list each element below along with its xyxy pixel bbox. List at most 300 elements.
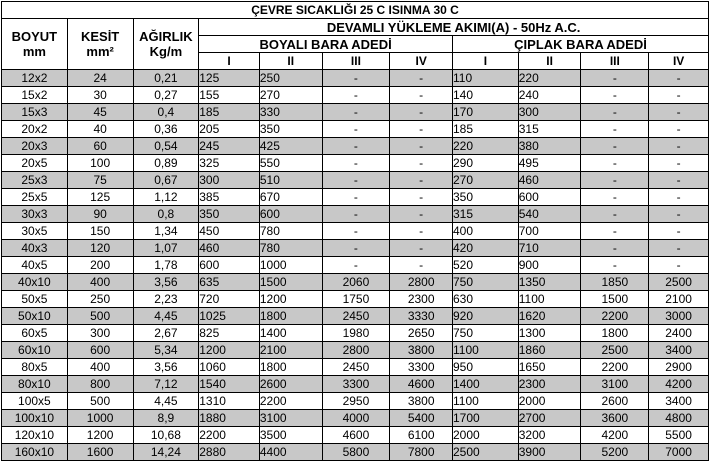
cell-painted-iii: 2950 <box>322 393 390 410</box>
cell-bare-iii: 4200 <box>581 427 649 444</box>
cell-bare-iii: - <box>581 121 649 138</box>
cell-painted-i: 720 <box>199 291 260 308</box>
cell-bare-iii: - <box>581 206 649 223</box>
table-row <box>2 308 709 325</box>
table-row <box>2 189 709 206</box>
cell-bare-iv: - <box>649 121 709 138</box>
cell-kesit: 120 <box>67 240 133 257</box>
cell-painted-iii: - <box>322 70 390 87</box>
header-boyut-label: BOYUT <box>11 29 58 44</box>
header-bare-ii: II <box>518 53 581 70</box>
cell-agirlik: 8,9 <box>133 410 199 427</box>
cell-kesit: 1200 <box>67 427 133 444</box>
cell-painted-i: 1540 <box>199 376 260 393</box>
cell-painted-i: 1880 <box>199 410 260 427</box>
table-row <box>2 325 709 342</box>
page <box>1 1 709 466</box>
cell-bare-iv: - <box>649 257 709 274</box>
cell-boyut: 80x5 <box>2 359 68 376</box>
cell-bare-iv: - <box>649 240 709 257</box>
cell-painted-iii: - <box>322 104 390 121</box>
cell-painted-iv: - <box>390 87 453 104</box>
cell-bare-iv: - <box>649 206 709 223</box>
cell-bare-ii: 2300 <box>518 376 581 393</box>
cell-bare-iii: 2200 <box>581 359 649 376</box>
cell-bare-iii: 1850 <box>581 274 649 291</box>
cell-painted-iii: 3300 <box>322 376 390 393</box>
cell-bare-i: 520 <box>453 257 519 274</box>
header-painted-i: I <box>199 53 260 70</box>
table-row <box>2 172 709 189</box>
cell-painted-iv: 2650 <box>390 325 453 342</box>
cell-agirlik: 4,45 <box>133 308 199 325</box>
cell-bare-i: 1700 <box>453 410 519 427</box>
cell-kesit: 400 <box>67 274 133 291</box>
cell-bare-ii: 240 <box>518 87 581 104</box>
cell-bare-iii: 3600 <box>581 410 649 427</box>
cell-painted-i: 245 <box>199 138 260 155</box>
cell-kesit: 500 <box>67 393 133 410</box>
cell-bare-i: 920 <box>453 308 519 325</box>
table-row <box>2 104 709 121</box>
cell-bare-ii: 1100 <box>518 291 581 308</box>
cell-bare-iii: 2200 <box>581 308 649 325</box>
cell-agirlik: 0,21 <box>133 70 199 87</box>
cell-painted-ii: 780 <box>259 223 322 240</box>
cell-boyut: 100x10 <box>2 410 68 427</box>
cell-kesit: 250 <box>67 291 133 308</box>
header-bare-i: I <box>453 53 519 70</box>
cell-painted-iv: - <box>390 155 453 172</box>
cell-bare-ii: 315 <box>518 121 581 138</box>
cell-bare-ii: 1620 <box>518 308 581 325</box>
cell-kesit: 800 <box>67 376 133 393</box>
cell-painted-i: 2880 <box>199 444 260 461</box>
cell-bare-ii: 1650 <box>518 359 581 376</box>
cell-bare-iii: - <box>581 223 649 240</box>
cell-bare-i: 1100 <box>453 342 519 359</box>
cell-kesit: 90 <box>67 206 133 223</box>
cell-boyut: 40x3 <box>2 240 68 257</box>
cell-bare-ii: 700 <box>518 223 581 240</box>
cell-kesit: 60 <box>67 138 133 155</box>
table-row <box>2 70 709 87</box>
cell-painted-ii: 550 <box>259 155 322 172</box>
cell-bare-i: 2500 <box>453 444 519 461</box>
cell-bare-iii: - <box>581 189 649 206</box>
cell-boyut: 20x2 <box>2 121 68 138</box>
cell-painted-i: 205 <box>199 121 260 138</box>
cell-painted-iii: 2450 <box>322 308 390 325</box>
cell-bare-iv: 3400 <box>649 342 709 359</box>
cell-painted-ii: 270 <box>259 87 322 104</box>
cell-boyut: 40x5 <box>2 257 68 274</box>
cell-bare-iv: 3400 <box>649 393 709 410</box>
cell-painted-i: 600 <box>199 257 260 274</box>
table-row <box>2 427 709 444</box>
cell-bare-iii: - <box>581 87 649 104</box>
header-agirlik-unit: Kg/m <box>149 44 183 59</box>
cell-painted-ii: 250 <box>259 70 322 87</box>
table-row <box>2 223 709 240</box>
header-painted-iii: III <box>322 53 390 70</box>
cell-painted-ii: 2100 <box>259 342 322 359</box>
cell-painted-iv: - <box>390 257 453 274</box>
cell-bare-ii: 460 <box>518 172 581 189</box>
cell-agirlik: 0,4 <box>133 104 199 121</box>
cell-kesit: 150 <box>67 223 133 240</box>
cell-painted-iii: - <box>322 206 390 223</box>
cell-bare-iii: 2500 <box>581 342 649 359</box>
cell-boyut: 30x3 <box>2 206 68 223</box>
header-kesit-label: KESİT <box>80 29 120 44</box>
cell-painted-ii: 670 <box>259 189 322 206</box>
table-row <box>2 444 709 461</box>
cell-agirlik: 1,78 <box>133 257 199 274</box>
cell-bare-iii: - <box>581 257 649 274</box>
cell-kesit: 40 <box>67 121 133 138</box>
cell-bare-i: 350 <box>453 189 519 206</box>
cell-bare-iii: - <box>581 155 649 172</box>
table-body <box>2 70 709 461</box>
cell-painted-iii: 1980 <box>322 325 390 342</box>
cell-painted-iv: - <box>390 121 453 138</box>
cell-bare-i: 400 <box>453 223 519 240</box>
header-agirlik-label: AĞIRLIK <box>139 29 193 44</box>
cell-bare-iv: 4200 <box>649 376 709 393</box>
cell-agirlik: 1,34 <box>133 223 199 240</box>
cell-bare-iv: 2900 <box>649 359 709 376</box>
table-row <box>2 410 709 427</box>
cell-bare-iv: 2100 <box>649 291 709 308</box>
cell-boyut: 100x5 <box>2 393 68 410</box>
table-row <box>2 240 709 257</box>
cell-bare-i: 270 <box>453 172 519 189</box>
cell-agirlik: 3,56 <box>133 274 199 291</box>
header-boyut-unit: mm <box>22 44 46 59</box>
cell-painted-i: 2200 <box>199 427 260 444</box>
cell-bare-ii: 3900 <box>518 444 581 461</box>
cell-kesit: 200 <box>67 257 133 274</box>
table-row <box>2 274 709 291</box>
cell-painted-ii: 600 <box>259 206 322 223</box>
cell-painted-ii: 2200 <box>259 393 322 410</box>
cell-painted-ii: 425 <box>259 138 322 155</box>
cell-agirlik: 0,54 <box>133 138 199 155</box>
cell-painted-i: 1025 <box>199 308 260 325</box>
cell-painted-i: 825 <box>199 325 260 342</box>
cell-boyut: 60x10 <box>2 342 68 359</box>
cell-painted-i: 155 <box>199 87 260 104</box>
cell-painted-iv: - <box>390 104 453 121</box>
table-row <box>2 342 709 359</box>
cell-boyut: 15x3 <box>2 104 68 121</box>
cell-painted-i: 1200 <box>199 342 260 359</box>
cell-painted-i: 125 <box>199 70 260 87</box>
cell-boyut: 25x3 <box>2 172 68 189</box>
cell-bare-iv: 3000 <box>649 308 709 325</box>
cell-agirlik: 0,67 <box>133 172 199 189</box>
cell-painted-iv: 5400 <box>390 410 453 427</box>
cell-painted-ii: 1000 <box>259 257 322 274</box>
cell-bare-iii: 3100 <box>581 376 649 393</box>
cell-painted-ii: 1500 <box>259 274 322 291</box>
header-painted-ii: II <box>259 53 322 70</box>
table-row <box>2 87 709 104</box>
cell-painted-iv: 3800 <box>390 393 453 410</box>
cell-agirlik: 4,45 <box>133 393 199 410</box>
cell-painted-iii: - <box>322 189 390 206</box>
cell-painted-ii: 780 <box>259 240 322 257</box>
cell-painted-i: 350 <box>199 206 260 223</box>
cell-bare-ii: 1860 <box>518 342 581 359</box>
cell-boyut: 80x10 <box>2 376 68 393</box>
cell-painted-iv: - <box>390 70 453 87</box>
cell-bare-ii: 2700 <box>518 410 581 427</box>
cell-bare-iv: - <box>649 70 709 87</box>
cell-boyut: 12x2 <box>2 70 68 87</box>
ampacity-table <box>1 1 709 461</box>
cell-kesit: 500 <box>67 308 133 325</box>
cell-kesit: 100 <box>67 155 133 172</box>
cell-painted-i: 460 <box>199 240 260 257</box>
cell-kesit: 300 <box>67 325 133 342</box>
cell-bare-iii: 1500 <box>581 291 649 308</box>
cell-bare-i: 140 <box>453 87 519 104</box>
cell-bare-i: 170 <box>453 104 519 121</box>
cell-bare-ii: 220 <box>518 70 581 87</box>
table-row <box>2 257 709 274</box>
cell-agirlik: 3,56 <box>133 359 199 376</box>
cell-painted-iii: 1750 <box>322 291 390 308</box>
cell-bare-ii: 1300 <box>518 325 581 342</box>
table-row <box>2 376 709 393</box>
cell-painted-ii: 510 <box>259 172 322 189</box>
cell-kesit: 45 <box>67 104 133 121</box>
cell-bare-ii: 300 <box>518 104 581 121</box>
header-kesit <box>67 19 133 70</box>
cell-painted-iii: - <box>322 155 390 172</box>
cell-painted-ii: 1800 <box>259 308 322 325</box>
table-row <box>2 359 709 376</box>
cell-painted-i: 1060 <box>199 359 260 376</box>
cell-painted-i: 300 <box>199 172 260 189</box>
cell-bare-ii: 710 <box>518 240 581 257</box>
cell-painted-iv: 4600 <box>390 376 453 393</box>
cell-agirlik: 0,89 <box>133 155 199 172</box>
table-row <box>2 393 709 410</box>
cell-kesit: 1600 <box>67 444 133 461</box>
cell-painted-iv: - <box>390 223 453 240</box>
cell-painted-iii: 5800 <box>322 444 390 461</box>
cell-painted-ii: 3100 <box>259 410 322 427</box>
cell-kesit: 125 <box>67 189 133 206</box>
cell-painted-iii: 4000 <box>322 410 390 427</box>
cell-agirlik: 2,23 <box>133 291 199 308</box>
cell-bare-ii: 380 <box>518 138 581 155</box>
cell-bare-ii: 2000 <box>518 393 581 410</box>
cell-agirlik: 0,36 <box>133 121 199 138</box>
cell-agirlik: 7,12 <box>133 376 199 393</box>
cell-bare-i: 1400 <box>453 376 519 393</box>
cell-painted-i: 385 <box>199 189 260 206</box>
header-bare-iv: IV <box>649 53 709 70</box>
cell-agirlik: 5,34 <box>133 342 199 359</box>
cell-painted-ii: 350 <box>259 121 322 138</box>
header-bare-iii: III <box>581 53 649 70</box>
cell-bare-i: 420 <box>453 240 519 257</box>
cell-bare-iii: - <box>581 104 649 121</box>
cell-agirlik: 0,27 <box>133 87 199 104</box>
cell-bare-iv: 7000 <box>649 444 709 461</box>
cell-painted-ii: 3500 <box>259 427 322 444</box>
cell-bare-iv: - <box>649 87 709 104</box>
cell-painted-iii: - <box>322 121 390 138</box>
cell-painted-iv: 2800 <box>390 274 453 291</box>
header-agirlik <box>133 19 199 70</box>
cell-painted-i: 325 <box>199 155 260 172</box>
cell-painted-i: 1310 <box>199 393 260 410</box>
cell-boyut: 50x5 <box>2 291 68 308</box>
cell-painted-iii: 2800 <box>322 342 390 359</box>
cell-bare-iv: - <box>649 104 709 121</box>
cell-painted-iv: - <box>390 206 453 223</box>
table-title: ÇEVRE SICAKLIĞI 25 C ISINMA 30 C <box>2 2 709 19</box>
cell-painted-i: 185 <box>199 104 260 121</box>
cell-bare-ii: 900 <box>518 257 581 274</box>
cell-painted-iv: - <box>390 240 453 257</box>
cell-kesit: 75 <box>67 172 133 189</box>
cell-bare-ii: 600 <box>518 189 581 206</box>
cell-painted-iii: - <box>322 87 390 104</box>
cell-agirlik: 1,07 <box>133 240 199 257</box>
cell-boyut: 160x10 <box>2 444 68 461</box>
table-row <box>2 138 709 155</box>
cell-bare-iv: 2400 <box>649 325 709 342</box>
cell-bare-i: 290 <box>453 155 519 172</box>
cell-painted-iii: - <box>322 138 390 155</box>
cell-bare-i: 630 <box>453 291 519 308</box>
header-current: DEVAMLI YÜKLEME AKIMI(A) - 50Hz A.C. <box>199 19 709 36</box>
cell-kesit: 600 <box>67 342 133 359</box>
cell-bare-ii: 540 <box>518 206 581 223</box>
table-row <box>2 206 709 223</box>
cell-bare-i: 185 <box>453 121 519 138</box>
cell-painted-iii: - <box>322 257 390 274</box>
cell-bare-iv: 5500 <box>649 427 709 444</box>
cell-painted-i: 450 <box>199 223 260 240</box>
cell-boyut: 30x5 <box>2 223 68 240</box>
table-row <box>2 121 709 138</box>
header-kesit-unit: mm² <box>86 44 114 59</box>
cell-bare-iii: 2600 <box>581 393 649 410</box>
cell-boyut: 120x10 <box>2 427 68 444</box>
cell-agirlik: 1,12 <box>133 189 199 206</box>
cell-bare-i: 315 <box>453 206 519 223</box>
cell-painted-i: 635 <box>199 274 260 291</box>
cell-painted-ii: 1400 <box>259 325 322 342</box>
cell-bare-iv: 4800 <box>649 410 709 427</box>
cell-painted-iii: 4600 <box>322 427 390 444</box>
cell-boyut: 60x5 <box>2 325 68 342</box>
cell-kesit: 24 <box>67 70 133 87</box>
header-boyut <box>2 19 68 70</box>
header-painted: BOYALI BARA ADEDİ <box>199 36 453 53</box>
cell-painted-iv: 2300 <box>390 291 453 308</box>
cell-painted-iv: 3300 <box>390 359 453 376</box>
cell-painted-iv: - <box>390 138 453 155</box>
cell-bare-iii: - <box>581 138 649 155</box>
cell-bare-iii: - <box>581 70 649 87</box>
cell-painted-iv: - <box>390 189 453 206</box>
cell-bare-i: 1100 <box>453 393 519 410</box>
cell-agirlik: 14,24 <box>133 444 199 461</box>
header-bare: ÇIPLAK BARA ADEDİ <box>453 36 709 53</box>
cell-bare-iv: - <box>649 172 709 189</box>
cell-painted-iii: - <box>322 223 390 240</box>
cell-bare-ii: 495 <box>518 155 581 172</box>
header-painted-iv: IV <box>390 53 453 70</box>
cell-bare-ii: 1350 <box>518 274 581 291</box>
cell-boyut: 50x10 <box>2 308 68 325</box>
cell-painted-iv: - <box>390 172 453 189</box>
cell-agirlik: 10,68 <box>133 427 199 444</box>
cell-painted-iii: 2060 <box>322 274 390 291</box>
cell-boyut: 20x3 <box>2 138 68 155</box>
cell-bare-i: 220 <box>453 138 519 155</box>
cell-bare-iv: - <box>649 138 709 155</box>
table-row <box>2 155 709 172</box>
cell-bare-iii: 5200 <box>581 444 649 461</box>
cell-painted-ii: 1800 <box>259 359 322 376</box>
cell-bare-iii: - <box>581 172 649 189</box>
cell-painted-iii: - <box>322 240 390 257</box>
cell-bare-iv: 2500 <box>649 274 709 291</box>
cell-boyut: 20x5 <box>2 155 68 172</box>
cell-bare-iv: - <box>649 223 709 240</box>
cell-bare-i: 110 <box>453 70 519 87</box>
cell-bare-i: 2000 <box>453 427 519 444</box>
cell-painted-ii: 330 <box>259 104 322 121</box>
cell-bare-iii: - <box>581 240 649 257</box>
cell-bare-i: 950 <box>453 359 519 376</box>
cell-agirlik: 0,8 <box>133 206 199 223</box>
cell-painted-iv: 7800 <box>390 444 453 461</box>
cell-painted-ii: 1200 <box>259 291 322 308</box>
table-row <box>2 291 709 308</box>
cell-agirlik: 2,67 <box>133 325 199 342</box>
cell-bare-iv: - <box>649 155 709 172</box>
cell-kesit: 400 <box>67 359 133 376</box>
cell-painted-iii: 2450 <box>322 359 390 376</box>
cell-kesit: 30 <box>67 87 133 104</box>
cell-painted-ii: 2600 <box>259 376 322 393</box>
cell-painted-iv: 3800 <box>390 342 453 359</box>
cell-painted-ii: 4400 <box>259 444 322 461</box>
cell-boyut: 40x10 <box>2 274 68 291</box>
cell-painted-iv: 6100 <box>390 427 453 444</box>
cell-boyut: 15x2 <box>2 87 68 104</box>
cell-bare-i: 750 <box>453 325 519 342</box>
cell-bare-iv: - <box>649 189 709 206</box>
cell-kesit: 1000 <box>67 410 133 427</box>
cell-bare-ii: 3200 <box>518 427 581 444</box>
cell-painted-iv: 3330 <box>390 308 453 325</box>
cell-painted-iii: - <box>322 172 390 189</box>
cell-boyut: 25x5 <box>2 189 68 206</box>
cell-bare-iii: 1800 <box>581 325 649 342</box>
cell-bare-i: 750 <box>453 274 519 291</box>
